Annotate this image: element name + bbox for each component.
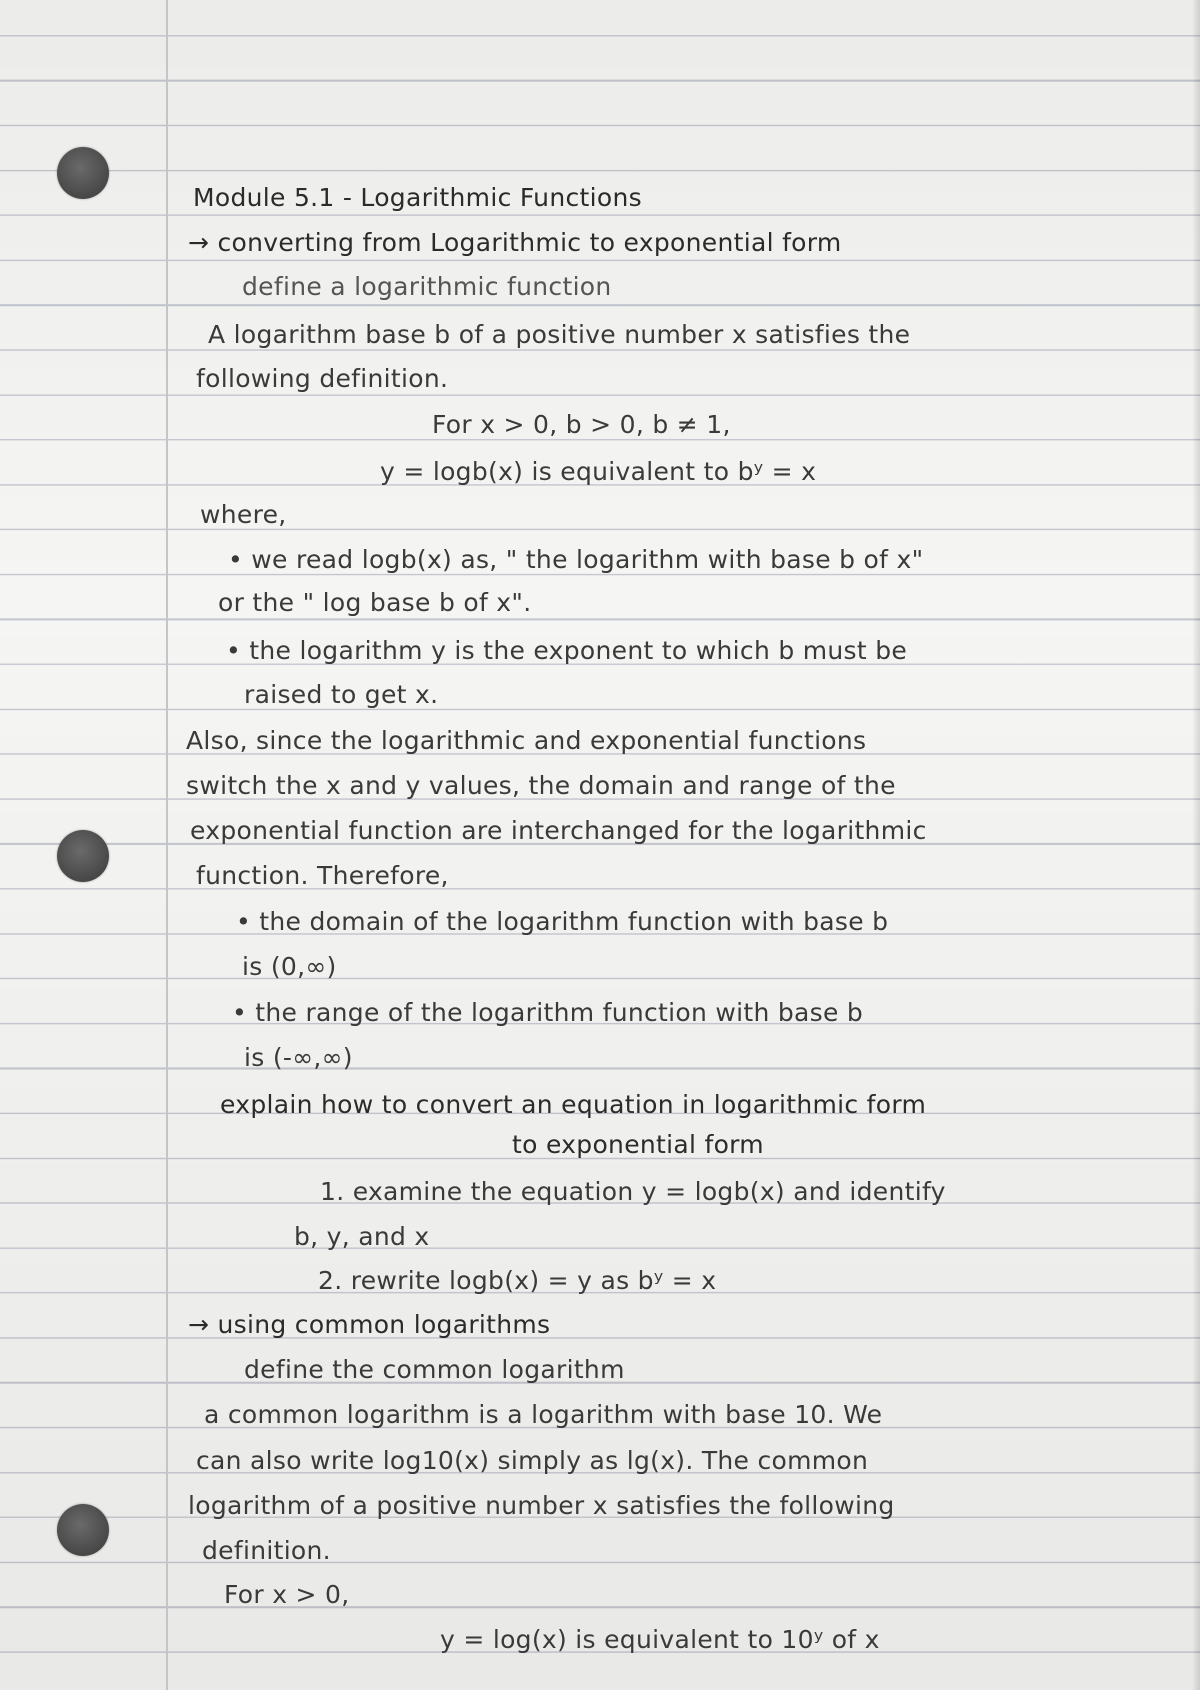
step-1-line-2: b, y, and x bbox=[294, 1222, 430, 1251]
step-1-line-1: 1. examine the equation y = logb(x) and identify bbox=[320, 1177, 946, 1206]
bullet-read-log-line-1: • we read logb(x) as, " the logarithm with base b of x" bbox=[228, 545, 924, 574]
bullet-read-log-line-2: or the " log base b of x". bbox=[218, 588, 532, 617]
definition-equation: y = logb(x) is equivalent to bʸ = x bbox=[380, 457, 817, 486]
margin-line bbox=[166, 0, 168, 1690]
common-log-line-4: definition. bbox=[202, 1536, 331, 1565]
common-log-condition: For x > 0, bbox=[224, 1580, 350, 1609]
bullet-exponent-line-1: • the logarithm y is the exponent to which b must be bbox=[226, 636, 908, 665]
explain-heading-line-2: to exponential form bbox=[512, 1130, 764, 1159]
binder-hole-middle bbox=[57, 830, 109, 882]
bullet-exponent-line-2: raised to get x. bbox=[244, 680, 439, 709]
step-2: 2. rewrite logb(x) = y as bʸ = x bbox=[318, 1266, 717, 1295]
definition-condition: For x > 0, b > 0, b ≠ 1, bbox=[432, 410, 731, 439]
bullet-range-line-1: • the range of the logarithm function with base b bbox=[232, 998, 864, 1027]
bullet-domain-line-2: is (0,∞) bbox=[242, 952, 337, 981]
common-log-line-1: a common logarithm is a logarithm with base 10. We bbox=[204, 1400, 883, 1429]
common-log-equation: y = log(x) is equivalent to 10ʸ of x bbox=[440, 1625, 880, 1654]
page-title: Module 5.1 - Logarithmic Functions bbox=[193, 183, 642, 212]
common-log-line-2: can also write log10(x) simply as lg(x). The common bbox=[196, 1446, 869, 1475]
bullet-domain-line-1: • the domain of the logarithm function with base b bbox=[236, 907, 889, 936]
also-paragraph-line-1: Also, since the logarithmic and exponential functions bbox=[186, 726, 867, 755]
page-edge bbox=[1193, 0, 1200, 1690]
common-log-line-3: logarithm of a positive number x satisfies the following bbox=[188, 1491, 895, 1520]
definition-line-1: A logarithm base b of a positive number x satisfies the bbox=[208, 320, 911, 349]
bullet-range-line-2: is (-∞,∞) bbox=[244, 1043, 353, 1072]
binder-hole-bottom bbox=[57, 1504, 109, 1556]
explain-heading-line-1: explain how to convert an equation in logarithmic form bbox=[220, 1090, 927, 1119]
also-paragraph-line-3: exponential function are interchanged for the logarithmic bbox=[190, 816, 927, 845]
definition-line-2: following definition. bbox=[196, 364, 449, 393]
section-heading-conversion: → converting from Logarithmic to exponential form bbox=[188, 228, 842, 257]
section-heading-common-log: → using common logarithms bbox=[188, 1310, 551, 1339]
where-label: where, bbox=[200, 500, 287, 529]
binder-hole-top bbox=[57, 147, 109, 199]
also-paragraph-line-4: function. Therefore, bbox=[196, 861, 449, 890]
subheading-define-log: define a logarithmic function bbox=[242, 272, 612, 301]
subheading-define-common-log: define the common logarithm bbox=[244, 1355, 625, 1384]
also-paragraph-line-2: switch the x and y values, the domain and range of the bbox=[186, 771, 896, 800]
